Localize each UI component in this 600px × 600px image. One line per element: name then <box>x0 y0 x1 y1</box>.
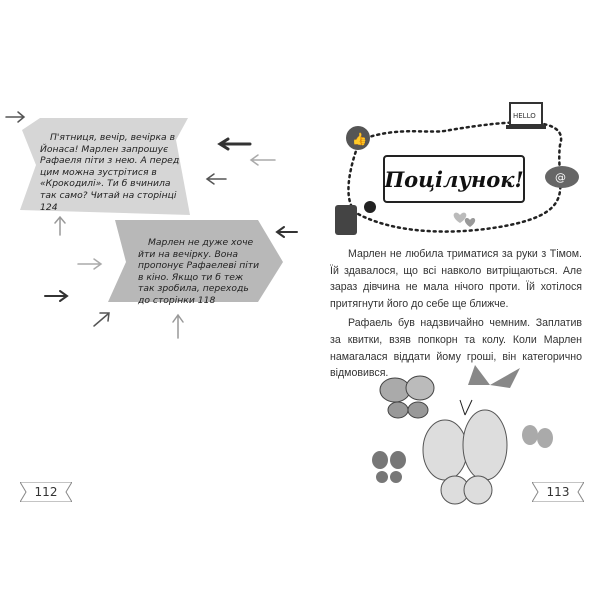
title-frame <box>383 155 525 203</box>
arrow-right-icon <box>45 291 67 301</box>
arrow-up-icon <box>55 217 65 235</box>
laptop-label: HELLO <box>513 112 536 120</box>
arrow-left-icon <box>220 139 250 149</box>
arrow-right-icon <box>6 112 24 122</box>
arrow-right-icon <box>78 259 101 269</box>
bubble-label: @ <box>555 171 566 184</box>
skull-icon <box>364 201 376 213</box>
butterfly-icon <box>372 451 406 483</box>
choice-card-2[interactable]: Марлен не дуже хоче йти на вечірку. Вона пропонує Рафаелеві піти в кіно. Якщо ти б теж так зробила, переходь до сторінки 118 <box>138 237 260 306</box>
heart-icon <box>465 218 475 227</box>
svg-text:👍: 👍 <box>352 132 367 146</box>
butterfly-icon <box>468 365 520 388</box>
chapter-title: Поцілунок! <box>384 166 524 192</box>
choice-card-1[interactable]: П'ятниця, вечір, вечірка в Йонаса! Марлен запрошує Рафаеля піти з нею. А перед цим можна зустрітися в «Крокодилі». Ти б вчинила так само? Читай на сторінці 124 <box>40 132 180 213</box>
butterfly-icon <box>380 376 434 418</box>
paragraph: Рафаель був надзвичайно чемним. Заплатив за квитки, взяв попкорн та колу. Коли Марлен намагалася віддати йому гроші, він категорично відмовився. <box>330 317 582 380</box>
arrow-left-icon <box>277 227 297 237</box>
arrow-left-icon <box>207 174 226 184</box>
phone-icon <box>335 205 357 235</box>
page-number-right: 113 <box>546 485 570 499</box>
paragraph: Марлен не любила триматися за руки з Тімом. Їй здавалося, що всі навколо витріщаються. Але зараз дівчина не мала нічого проти. Їй хотілося притягнути його до себе ще ближче. <box>330 248 582 310</box>
butterfly-icon <box>522 425 553 448</box>
arrow-left-icon <box>251 155 275 165</box>
page-number-left: 112 <box>34 485 58 499</box>
arrow-up-right-icon <box>94 313 109 326</box>
heart-icon <box>454 213 467 223</box>
butterfly-icon <box>423 400 507 504</box>
arrow-up-icon <box>173 315 183 338</box>
